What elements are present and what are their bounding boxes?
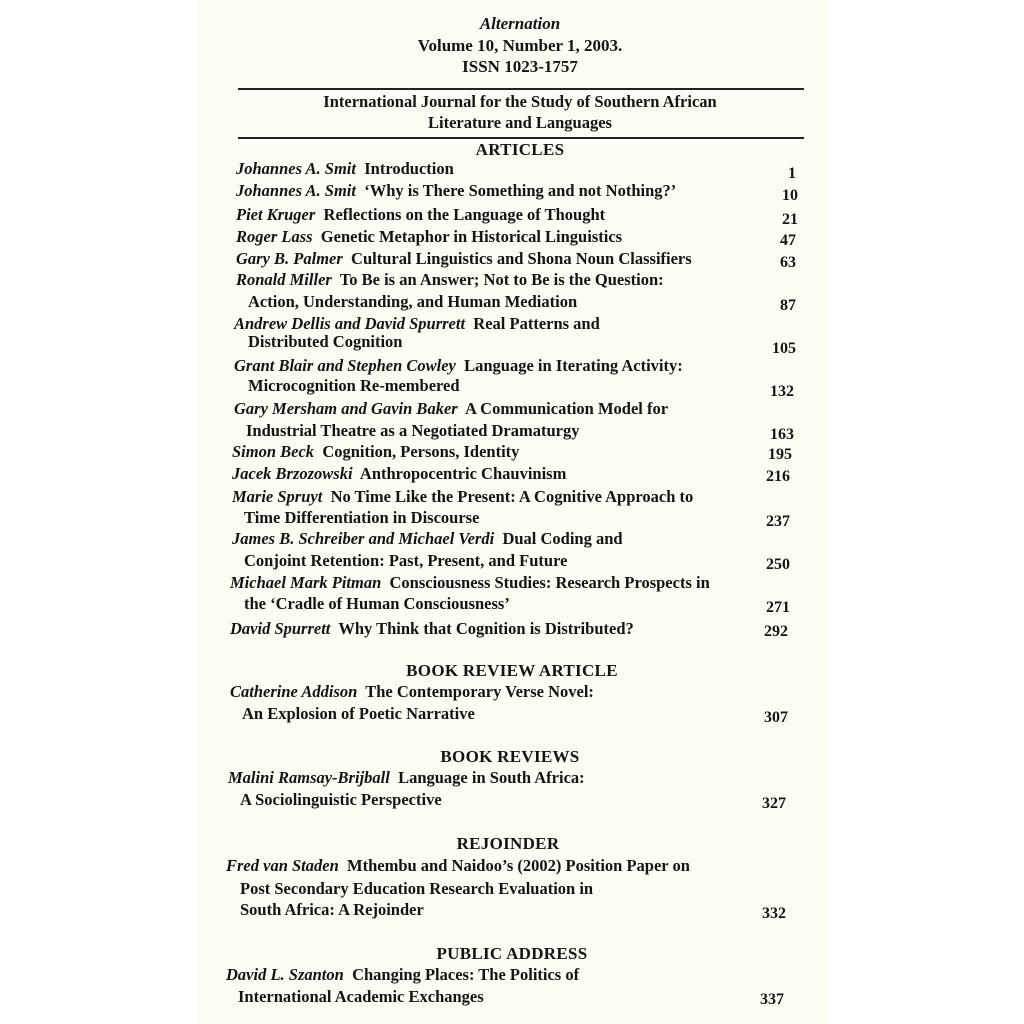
- toc-entry: [232, 442, 519, 462]
- entry-title-continued: An Explosion of Poetic Narrative: [242, 704, 475, 723]
- toc-entry: [226, 856, 690, 876]
- entry-author: Marie Spruyt: [232, 487, 323, 506]
- entry-author: Jacek Brzozowski: [232, 464, 353, 483]
- entry-title: To Be is an Answer; Not to Be is the Question:: [339, 270, 664, 289]
- entry-title: Mthembu and Naidoo’s (2002) Position Paper on: [347, 856, 690, 875]
- issn: ISSN 1023-1757: [462, 57, 578, 76]
- journal-subtitle-line1: International Journal for the Study of Southern African: [323, 92, 717, 111]
- page-number: 237: [766, 513, 790, 530]
- entry-author: Fred van Staden: [226, 856, 339, 875]
- toc-entry: [236, 249, 692, 269]
- entry-author: Andrew Dellis and David Spurrett: [234, 314, 466, 333]
- entry-author: Malini Ramsay-Brijball: [228, 768, 390, 787]
- toc-entry: [236, 205, 605, 225]
- page-number: 21: [782, 211, 798, 228]
- page-number: 132: [770, 383, 794, 400]
- entry-author: David Spurrett: [230, 619, 331, 638]
- entry-title-continued: Action, Understanding, and Human Mediation: [248, 292, 578, 311]
- entry-title-continued: Conjoint Retention: Past, Present, and Future: [244, 551, 568, 570]
- entry-title-continued: Post Secondary Education Research Evaluation in: [240, 879, 594, 898]
- entry-title: Genetic Metaphor in Historical Linguistics: [320, 227, 623, 246]
- toc-entry: [234, 314, 600, 334]
- entry-author: Grant Blair and Stephen Cowley: [234, 356, 456, 375]
- divider-top: [238, 88, 804, 90]
- entry-title-continued: South Africa: A Rejoinder: [240, 900, 424, 919]
- toc-entry: [232, 529, 623, 549]
- page-number: 292: [764, 623, 788, 640]
- page-number: 10: [782, 187, 798, 204]
- entry-title: Language in Iterating Activity:: [464, 356, 683, 375]
- page-number: 216: [766, 468, 790, 485]
- toc-entry: [234, 356, 683, 376]
- entry-author: Johannes A. Smit: [236, 181, 356, 200]
- entry-author: Gary B. Palmer: [236, 249, 343, 268]
- toc-entry: [232, 487, 693, 507]
- entry-title: Real Patterns and: [473, 314, 600, 333]
- toc-entry: [236, 227, 622, 247]
- volume-info: Volume 10, Number 1, 2003.: [417, 36, 623, 55]
- entry-title: No Time Like the Present: A Cognitive Approach to: [330, 487, 694, 506]
- entry-title: The Contemporary Verse Novel:: [365, 682, 594, 701]
- toc-entry: [236, 181, 676, 201]
- toc-entry: [226, 965, 579, 985]
- page-number: 47: [780, 232, 796, 249]
- page-number: 105: [772, 340, 796, 357]
- entry-title-continued: Microcognition Re-membered: [248, 376, 460, 395]
- entry-title: Dual Coding and: [502, 529, 623, 548]
- toc-entry: [230, 682, 594, 702]
- entry-title-continued: International Academic Exchanges: [238, 987, 484, 1006]
- entry-author: Gary Mersham and Gavin Baker: [234, 399, 458, 418]
- entry-title-continued: Industrial Theatre as a Negotiated Dramaturgy: [246, 421, 580, 440]
- entry-author: James B. Schreiber and Michael Verdi: [232, 529, 495, 548]
- entry-title: Consciousness Studies: Research Prospects in: [389, 573, 710, 592]
- section-articles: ARTICLES: [475, 140, 565, 159]
- section-book-review-article: BOOK REVIEW ARTICLE: [406, 661, 618, 680]
- page-number: 332: [762, 905, 786, 922]
- page-number: 327: [762, 795, 786, 812]
- toc-entry: [236, 270, 664, 290]
- entry-author: Michael Mark Pitman: [230, 573, 382, 592]
- entry-title: Language in South Africa:: [398, 768, 585, 787]
- entry-title: Anthropocentric Chauvinism: [359, 464, 567, 483]
- entry-title-continued: Distributed Cognition: [248, 332, 403, 351]
- page-number: 337: [760, 991, 784, 1008]
- entry-author: David L. Szanton: [226, 965, 344, 984]
- section-public-address: PUBLIC ADDRESS: [436, 944, 588, 963]
- journal-name: Alternation: [479, 14, 561, 33]
- toc-entry: [234, 399, 668, 419]
- toc-entry: [232, 464, 566, 484]
- entry-title: Why Think that Cognition is Distributed?: [338, 619, 634, 638]
- page-number: 195: [768, 446, 792, 463]
- entry-title-continued: the ‘Cradle of Human Consciousness’: [244, 594, 510, 613]
- entry-title-continued: Time Differentiation in Discourse: [244, 508, 480, 527]
- journal-subtitle-line2: Literature and Languages: [428, 113, 612, 132]
- section-rejoinder: REJOINDER: [456, 834, 560, 853]
- entry-author: Johannes A. Smit: [236, 159, 356, 178]
- entry-title: Cultural Linguistics and Shona Noun Classifiers: [351, 249, 692, 268]
- entry-author: Simon Beck: [232, 442, 315, 461]
- entry-author: Roger Lass: [236, 227, 313, 246]
- section-book-reviews: BOOK REVIEWS: [440, 747, 580, 766]
- page-number: 87: [780, 297, 796, 314]
- entry-author: Ronald Miller: [236, 270, 332, 289]
- page-number: 271: [766, 599, 790, 616]
- page-number: 1: [788, 165, 796, 182]
- page-number: 63: [780, 254, 796, 271]
- toc-entry: [236, 159, 454, 179]
- entry-title: Changing Places: The Politics of: [352, 965, 580, 984]
- entry-title: A Communication Model for: [465, 399, 669, 418]
- page-number: 163: [770, 426, 794, 443]
- entry-title-continued: A Sociolinguistic Perspective: [240, 790, 442, 809]
- entry-author: Catherine Addison: [230, 682, 358, 701]
- entry-title: Introduction: [364, 159, 454, 178]
- page-number: 307: [764, 709, 788, 726]
- toc-entry: [228, 768, 585, 788]
- divider-bottom: [238, 137, 804, 139]
- entry-title: Reflections on the Language of Thought: [323, 205, 606, 224]
- page-number: 250: [766, 556, 790, 573]
- entry-author: Piet Kruger: [236, 205, 316, 224]
- toc-entry: [230, 573, 710, 593]
- entry-title: ‘Why is There Something and not Nothing?’: [364, 181, 677, 200]
- toc-entry: [230, 619, 634, 639]
- entry-title: Cognition, Persons, Identity: [322, 442, 520, 461]
